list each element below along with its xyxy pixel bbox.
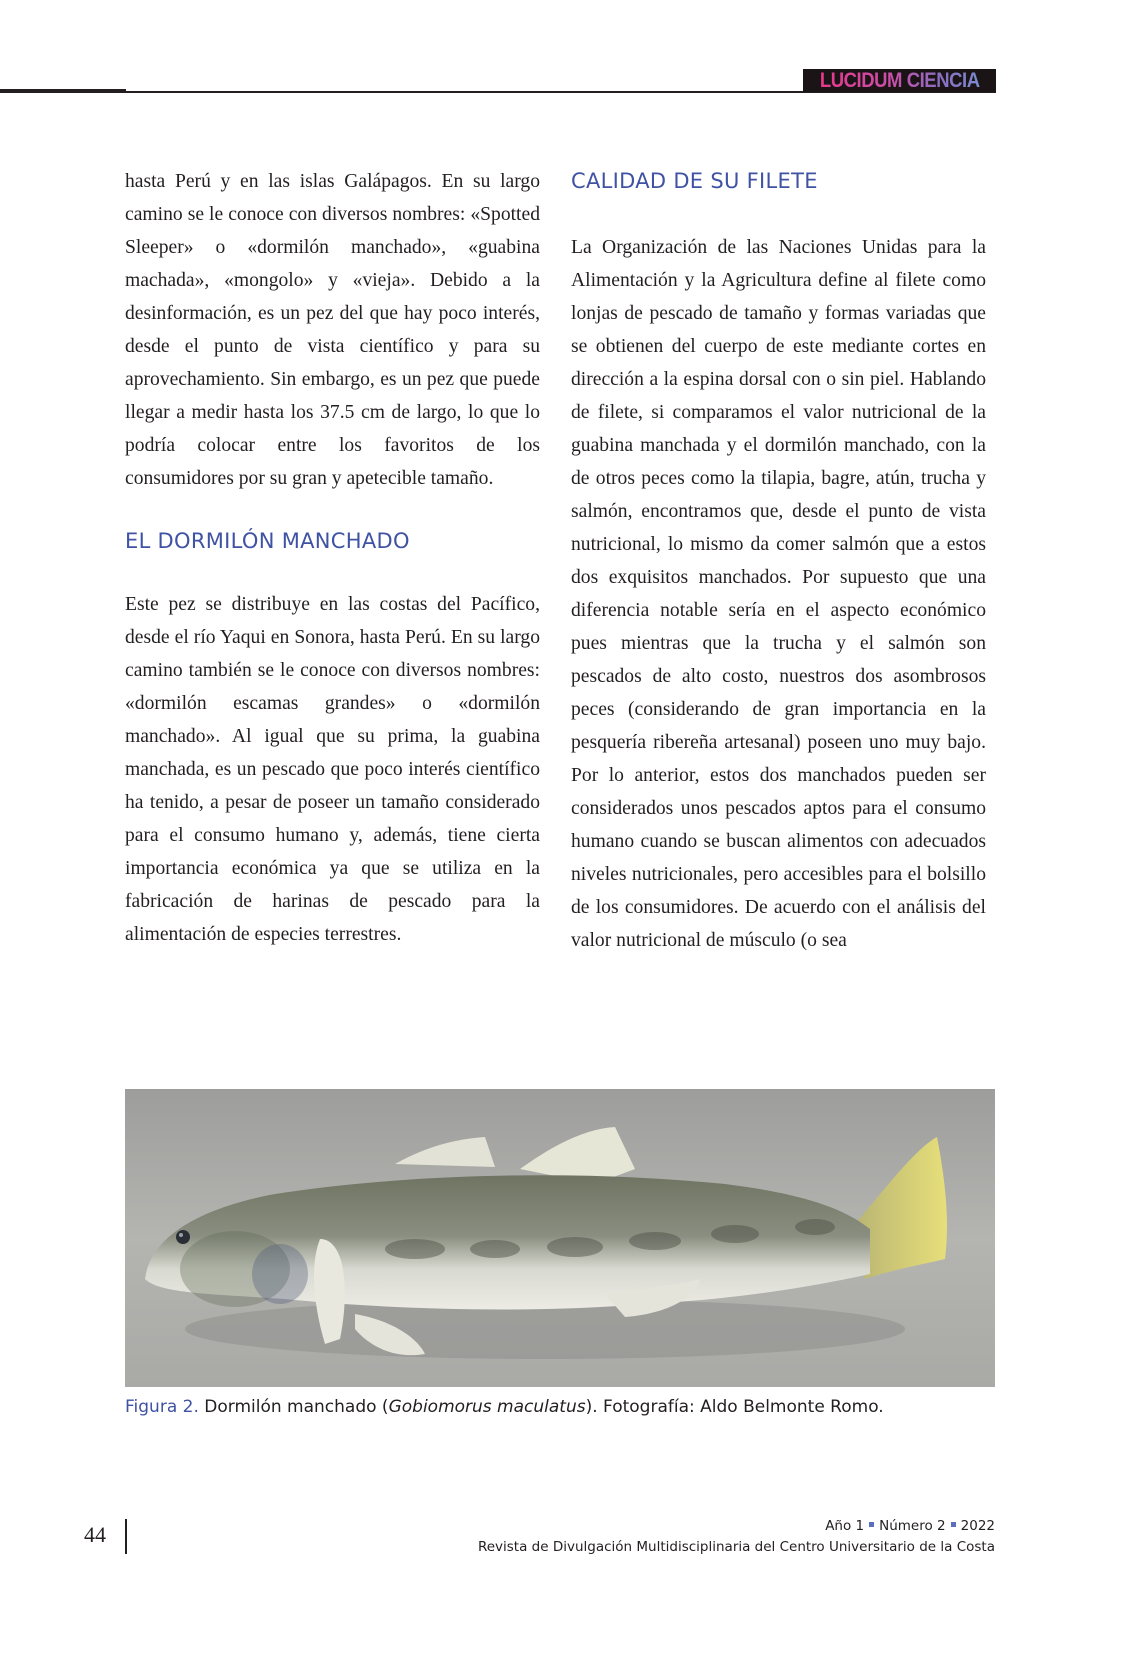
figure-caption: [125, 1397, 884, 1417]
filete-paragraph: La Organización de las Naciones Unidas para la Alimentación y la Agricultura define al filete como lonjas de pescado de tamaño y formas variadas que se obtienen del cuerpo de este mediante cortes en dirección a la espina dorsal con o sin piel. Hablando de filete, si comparamos el valor nutricional de la guabina manchada y el dormilón manchado, con la de otros peces como la tilapia, bagre, atún, trucha y salmón, encontramos que, desde el punto de vista nutricional, lo mismo da comer salmón que a estos dos exquisitos manchados. Por supuesto que una diferencia notable sería en el aspecto económico pues mientras que la trucha y el salmón son pescados de alto costo, nuestros dos asombrosos peces (considerando de gran importancia en la pesquería ribereña artesanal) poseen uno muy bajo. Por lo anterior, estos dos manchados pueden ser considerados unos pescados aptos para el consumo humano cuando se buscan alimentos con adecuados niveles nutricionales, pero accesibles para el bolsillo de los consumidores. De acuerdo con el análisis del valor nutricional de músculo (o sea: [571, 237, 986, 951]
square-bullet-icon: [869, 1522, 874, 1527]
square-bullet-icon: [951, 1522, 956, 1527]
fish-eye: [176, 1230, 190, 1244]
left-column: [125, 165, 540, 951]
caption-text-after: ). Fotografía: Aldo Belmonte Romo.: [585, 1397, 884, 1417]
page-number-divider: [125, 1519, 127, 1554]
fish-illustration: [125, 1089, 995, 1387]
footer-issue: Número 2: [879, 1518, 946, 1534]
figure-label: Figura 2.: [125, 1397, 199, 1417]
species-name: Gobiomorus maculatus: [388, 1397, 586, 1417]
fish-photograph: [125, 1089, 995, 1387]
footer-date: 2022: [960, 1518, 995, 1534]
issue-line: [478, 1516, 995, 1537]
brand-text: LUCIDUM CIENCIA: [819, 68, 980, 92]
footer-year: Año 1: [825, 1518, 865, 1534]
journal-brand-logo: [803, 69, 996, 92]
section-heading-dormilon: EL DORMILÓN MANCHADO: [125, 529, 410, 553]
journal-name: Revista de Divulgación Multidisciplinaria del Centro Universitario de la Costa: [477, 1539, 995, 1555]
caption-text-before: Dormilón manchado (: [198, 1397, 389, 1417]
dormilon-paragraph: Este pez se distribuye en las costas del Pacífico, desde el río Yaqui en Sonora, hasta Perú. En su largo camino también se le conoce con diversos nombres: «dormilón escamas grandes» o «dormilón manchado». Al igual que su prima, la guabina manchada, es un pescado que poco interés científico ha tenido, a pesar de poseer un tamaño considerado para el consumo humano y, además, tiene cierta importancia económica ya que se utiliza en la fabricación de harinas de pescado para la alimentación de especies terrestres.: [125, 594, 540, 945]
page-number: 44: [84, 1522, 106, 1547]
section-heading-filete: CALIDAD DE SU FILETE: [571, 169, 818, 193]
header-rule-thick: [0, 89, 126, 93]
intro-paragraph: hasta Perú y en las islas Galápagos. En su largo camino se le conoce con diversos nombres: «Spotted Sleeper» o «dormilón manchado», «guabina machada», «mongolo» y «vieja». Debido a la desinformación, es un pez del que hay poco interés, desde el punto de vista científico y para su aprovechamiento. Sin embargo, es un pez que puede llegar a medir hasta los 37.5 cm de largo, lo que lo podría colocar entre los favoritos de los consumidores por su gran y apetecible tamaño.: [125, 171, 540, 489]
right-column: [571, 165, 986, 957]
footer: [478, 1516, 995, 1558]
